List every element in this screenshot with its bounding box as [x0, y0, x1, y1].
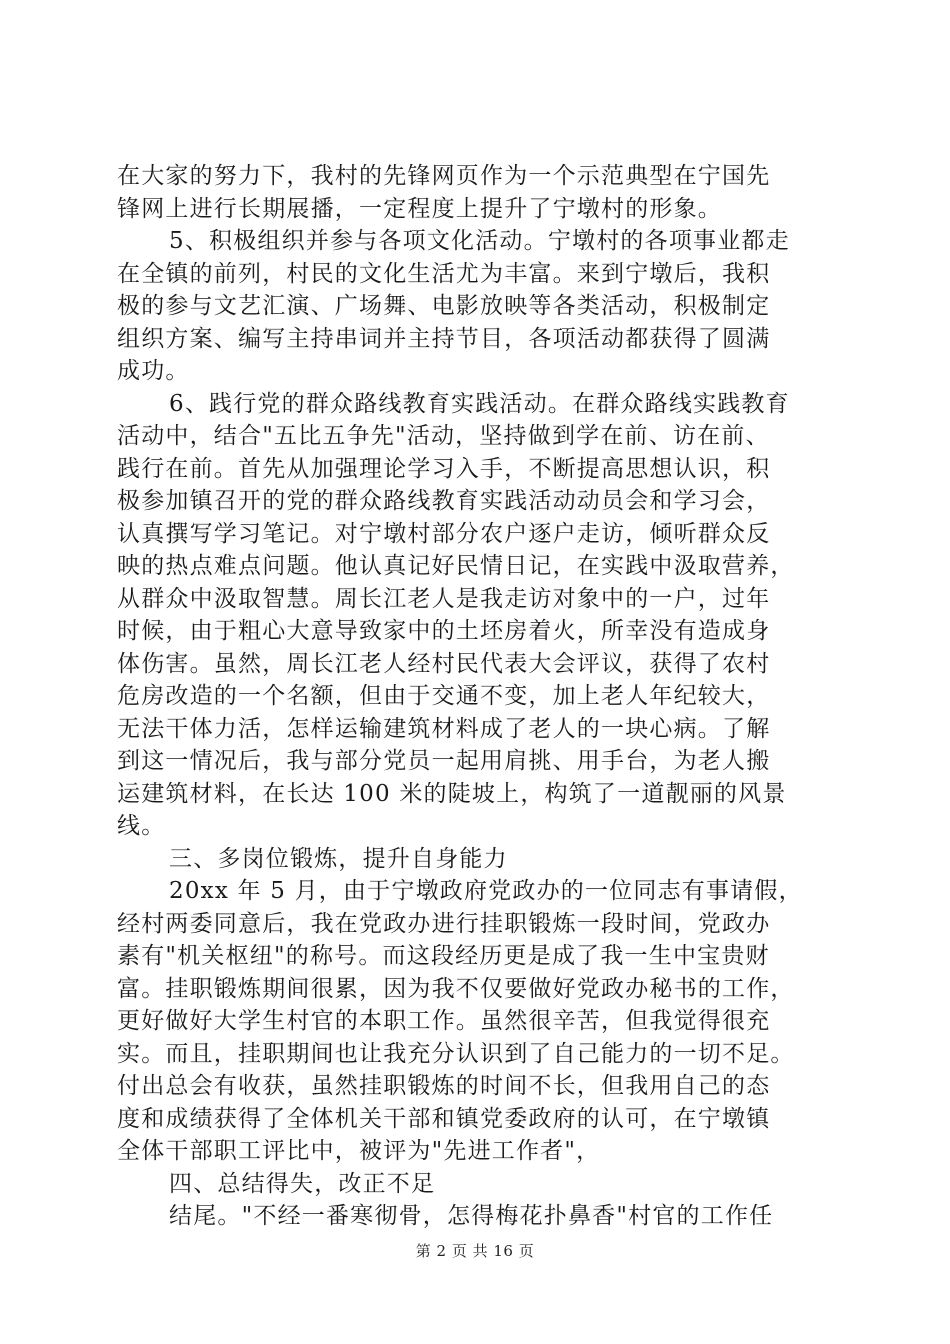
paragraph-start-5: 5、积极组织并参与各项文化活动。宁墩村的各项事业都走 [169, 228, 790, 254]
text-line: 在大家的努力下，我村的先锋网页作为一个示范典型在宁国先 [117, 163, 771, 189]
text-line: 时候，由于粗心大意导致家中的土坯房着火，所幸没有造成身 [117, 618, 771, 644]
text-line: 从群众中汲取智慧。周长江老人是我走访对象中的一户，过年 [117, 585, 771, 612]
text-line: 无法干体力活，怎样运输建筑材料成了老人的一块心病。了解 [117, 715, 771, 742]
text-line: 体伤害。虽然，周长江老人经村民代表大会评议，获得了农村 [117, 650, 771, 677]
text-line: 在全镇的前列，村民的文化生活尤为丰富。来到宁墩后，我积 [117, 260, 771, 287]
document-body [117, 160, 837, 1233]
text-line: 活动中，结合"五比五争先"活动，坚持做到学在前、访在前、 [117, 423, 770, 449]
paragraph-start-6: 6、践行党的群众路线教育实践活动。在群众路线实践教育 [169, 390, 790, 417]
text-line: 运建筑材料，在长达 100 米的陡坡上，构筑了一道靓丽的风景 [117, 780, 787, 807]
text-line: 付出总会有收获，虽然挂职锻炼的时间不长，但我用自己的态 [117, 1073, 771, 1099]
text-line: 线。 [117, 813, 166, 839]
text-line: 极参加镇召开的党的群众路线教育实践活动动员会和学习会， [117, 488, 771, 514]
text-line: 极的参与文艺汇演、广场舞、电影放映等各类活动，积极制定 [117, 293, 771, 319]
text-line: 更好做好大学生村官的本职工作。虽然很辛苦，但我觉得很充 [117, 1008, 771, 1034]
text-line: 践行在前。首先从加强理论学习入手，不断提高思想认识，积 [117, 455, 771, 482]
text-line: 组织方案、编写主持串词并主持节目，各项活动都获得了圆满 [117, 325, 771, 352]
section-heading-3: 三、多岗位锻炼，提升自身能力 [169, 845, 508, 872]
text-line: 到这一情况后，我与部分党员一起用肩挑、用手台，为老人搬 [117, 748, 771, 774]
text-line: 成功。 [117, 358, 190, 384]
paragraph-start-date: 20xx 年 5 月，由于宁墩政府党政办的一位同志有事请假， [169, 878, 803, 904]
text-line: 全体干部职工评比中，被评为"先进工作者"， [117, 1138, 601, 1164]
text-line: 经村两委同意后，我在党政办进行挂职锻炼一段时间，党政办 [117, 910, 771, 937]
text-line: 映的热点难点问题。他认真记好民情日记，在实践中汲取营养， [117, 553, 795, 579]
text-line: 度和成绩获得了全体机关干部和镇党委政府的认可，在宁墩镇 [117, 1105, 771, 1132]
page-number-footer: 第 2 页 共 16 页 [415, 1242, 535, 1260]
section-heading-4: 四、总结得失，改正不足 [169, 1170, 436, 1197]
text-line: 实。而且，挂职期间也让我充分认识到了自己能力的一切不足。 [117, 1040, 795, 1067]
text-line: 富。挂职锻炼期间很累，因为我不仅要做好党政办秘书的工作， [117, 975, 795, 1002]
text-line: 危房改造的一个名额，但由于交通不变，加上老人年纪较大， [117, 683, 771, 709]
text-line: 认真撰写学习笔记。对宁墩村部分农户逐户走访，倾听群众反 [117, 520, 771, 547]
paragraph-start-ending: 结尾。"不经一番寒彻骨，怎得梅花扑鼻香"村官的工作任 [169, 1203, 774, 1229]
text-line: 锋网上进行长期展播，一定程度上提升了宁墩村的形象。 [117, 195, 722, 222]
text-line: 素有"机关枢纽"的称号。而这段经历更是成了我一生中宝贵财 [117, 943, 770, 969]
